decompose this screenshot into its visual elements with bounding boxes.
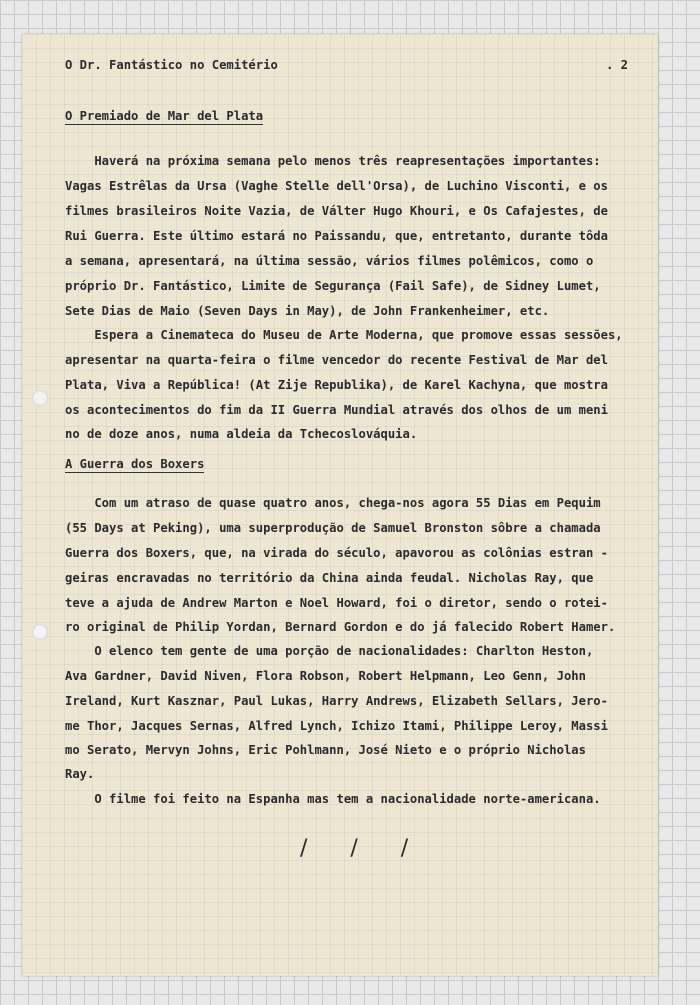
text-line: Ray. bbox=[65, 767, 95, 781]
text-line: ro original de Philip Yordan, Bernard Gordon e do já falecido Robert Hamer. bbox=[65, 620, 616, 634]
text-line: Sete Dias de Maio (Seven Days in May), de John Frankenheimer, etc. bbox=[65, 304, 550, 318]
text-line: Espera a Cinemateca do Museu de Arte Moderna, que promove essas sessões, bbox=[65, 328, 623, 342]
text-line: Com um atraso de quase quatro anos, chega-nos agora 55 Dias em Pequim bbox=[65, 496, 601, 510]
text-line: filmes brasileiros Noite Vazia, de Válter Hugo Khouri, e Os Cafajestes, de bbox=[65, 204, 608, 218]
text-line: Ava Gardner, David Niven, Flora Robson, Robert Helpmann, Leo Genn, John bbox=[65, 669, 586, 683]
page-number: . 2 bbox=[606, 58, 629, 72]
text-line: O elenco tem gente de uma porção de nacionalidades: Charlton Heston, bbox=[65, 644, 594, 658]
text-line: Vagas Estrêlas da Ursa (Vaghe Stelle dell'Orsa), de Luchino Visconti, e os bbox=[65, 179, 608, 193]
text-line: mo Serato, Mervyn Johns, Eric Pohlmann, José Nieto e o próprio Nicholas bbox=[65, 743, 586, 757]
text-line: os acontecimentos do fim da II Guerra Mundial através dos olhos de um meni bbox=[65, 403, 608, 417]
text-line: Guerra dos Boxers, que, na virada do século, apavorou as colônias estran - bbox=[65, 546, 608, 560]
punch-hole bbox=[32, 390, 48, 406]
text-line: no de doze anos, numa aldeia da Tchecoslováquia. bbox=[65, 427, 418, 441]
section-heading-mar-del-plata: O Premiado de Mar del Plata bbox=[65, 110, 263, 125]
text-line: próprio Dr. Fantástico, Limite de Segurança (Fail Safe), de Sidney Lumet, bbox=[65, 279, 601, 293]
page-header-title: O Dr. Fantástico no Cemitério bbox=[65, 58, 278, 72]
text-line: a semana, apresentará, na última sessão, vários filmes polêmicos, como o bbox=[65, 254, 594, 268]
text-line: apresentar na quarta-feira o filme vencedor do recente Festival de Mar del bbox=[65, 353, 608, 367]
text-line: Haverá na próxima semana pelo menos três reapresentações importantes: bbox=[65, 154, 601, 168]
text-line: teve a ajuda de Andrew Marton e Noel Howard, foi o diretor, sendo o rotei- bbox=[65, 596, 608, 610]
text-line: geiras encravadas no território da China ainda feudal. Nicholas Ray, que bbox=[65, 571, 594, 585]
punch-hole bbox=[32, 624, 48, 640]
text-line: O filme foi feito na Espanha mas tem a nacionalidade norte-americana. bbox=[65, 792, 601, 806]
text-line: Ireland, Kurt Kasznar, Paul Lukas, Harry Andrews, Elizabeth Sellars, Jero- bbox=[65, 694, 608, 708]
section-heading-boxers: A Guerra dos Boxers bbox=[65, 458, 204, 473]
text-line: (55 Days at Peking), uma superprodução de Samuel Bronston sôbre a chamada bbox=[65, 521, 601, 535]
text-line: Plata, Viva a República! (At Zije Republika), de Karel Kachyna, que mostra bbox=[65, 378, 608, 392]
end-mark: / / / bbox=[300, 836, 427, 861]
text-line: me Thor, Jacques Sernas, Alfred Lynch, Ichizo Itami, Philippe Leroy, Massi bbox=[65, 719, 608, 733]
text-line: Rui Guerra. Este último estará no Paissandu, que, entretanto, durante tôda bbox=[65, 229, 608, 243]
